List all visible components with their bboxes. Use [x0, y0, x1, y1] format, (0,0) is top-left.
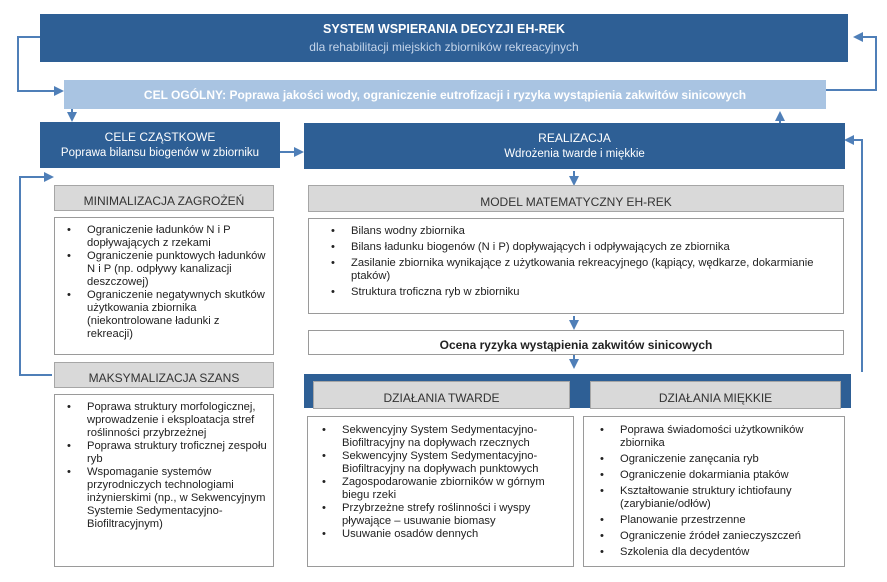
list-item: • Bilans ładunku biogenów (N i P) dopływających i odpływających ze zbiornika	[351, 241, 837, 254]
risk-text: Ocena ryzyka wystąpienia zakwitów sinicowych	[439, 338, 713, 352]
list-item: • Ograniczenie negatywnych skutków użytkowania zbiornika (niekontrolowane ładunki z rekreacji)	[87, 289, 267, 341]
model-list	[309, 225, 837, 299]
list-item: • Kształtowanie struktury ichtiofauny (zarybianie/odłów)	[620, 485, 838, 511]
partial-goals-title: CELE CZĄSTKOWE	[104, 130, 216, 144]
system-title: SYSTEM WSPIERANIA DECYZJI EH-REK	[323, 22, 565, 36]
hard-actions-header	[313, 381, 570, 409]
list-item: • Poprawa struktury morfologicznej, wprowadzenie i eksploatacja stref roślinności przybrzeżnej	[87, 401, 267, 440]
chances-list	[55, 401, 267, 531]
threats-title: MINIMALIZACJA ZAGROŻEŃ	[83, 194, 245, 208]
list-item: • Ograniczenie ładunków N i P dopływających z rzekami	[87, 224, 267, 250]
list-item: • Sekwencyjny System Sedymentacyjno-Biofiltracyjny na dopływach rzecznych	[342, 424, 567, 450]
list-item: • Usuwanie osadów dennych	[342, 528, 567, 541]
list-item: • Ograniczenie zanęcania ryb	[620, 453, 838, 466]
system-subtitle: dla rehabilitacji miejskich zbiorników rekreacyjnych	[309, 40, 579, 54]
list-item: • Ograniczenie dokarmiania ptaków	[620, 469, 838, 482]
list-item: • Wspomaganie systemów przyrodniczych technologiami inżynierskimi (np., w Sekwencyjnym Systemie Sedymentacyjno-Biofiltracyjnym)	[87, 466, 267, 531]
list-item: • Ograniczenie źródeł zanieczyszczeń	[620, 530, 838, 543]
system-box	[40, 14, 848, 62]
list-item: • Bilans wodny zbiornika	[351, 225, 837, 238]
hard-actions-list-box	[307, 416, 574, 567]
model-list-box	[308, 218, 844, 314]
threats-header	[54, 185, 274, 211]
soft-actions-title: DZIAŁANIA MIĘKKIE	[658, 391, 773, 405]
list-item: • Planowanie przestrzenne	[620, 514, 838, 527]
threats-list	[55, 224, 267, 341]
soft-actions-list-box	[583, 416, 845, 567]
list-item: • Struktura troficzna ryb w zbiorniku	[351, 286, 837, 299]
model-title: MODEL MATEMATYCZNY EH-REK	[480, 195, 672, 209]
list-item: • Ograniczenie punktowych ładunków N i P (np. odpływy kanalizacji deszczowej)	[87, 250, 267, 289]
chances-title: MAKSYMALIZACJA SZANS	[88, 371, 240, 385]
list-item: • Zagospodarowanie zbiorników w górnym biegu rzeki	[342, 476, 567, 502]
list-item: • Poprawa struktury troficznej zespołu ryb	[87, 440, 267, 466]
chances-list-box	[54, 394, 274, 567]
chances-header	[54, 362, 274, 388]
threats-list-box	[54, 217, 274, 355]
list-item: • Zasilanie zbiornika wynikające z użytkowania rekreacyjnego (kąpiący, wędkarze, dokarmianie ptaków)	[351, 257, 837, 283]
soft-actions-header	[590, 381, 841, 409]
feedback-loop-arrow	[846, 140, 862, 372]
risk-box	[308, 330, 844, 355]
realization-subtitle: Wdrożenia twarde i miękkie	[504, 148, 645, 160]
realization-box	[304, 123, 845, 169]
overall-goal-text: CEL OGÓLNY: Poprawa jakości wody, ograniczenie eutrofizacji i ryzyka wystąpienia zakwitów sinicowych	[143, 88, 747, 102]
partial-goals-subtitle: Poprawa bilansu biogenów w zbiorniku	[60, 147, 260, 159]
threats-bracket-arrow	[20, 177, 52, 375]
partial-goals-box	[40, 122, 280, 168]
hard-actions-title: DZIAŁANIA TWARDE	[383, 391, 500, 405]
list-item: • Przybrzeżne strefy roślinności i wyspy pływające – usuwanie biomasy	[342, 502, 567, 528]
list-item: • Szkolenia dla decydentów	[620, 546, 838, 559]
model-header	[308, 185, 844, 212]
hard-actions-list	[308, 424, 567, 541]
realization-title: REALIZACJA	[538, 131, 611, 145]
list-item: • Poprawa świadomości użytkowników zbiornika	[620, 424, 838, 450]
soft-actions-list	[584, 424, 838, 559]
list-item: • Sekwencyjny System Sedymentacyjno-Biofiltracyjny na dopływach punktowych	[342, 450, 567, 476]
overall-goal-box	[64, 80, 826, 109]
